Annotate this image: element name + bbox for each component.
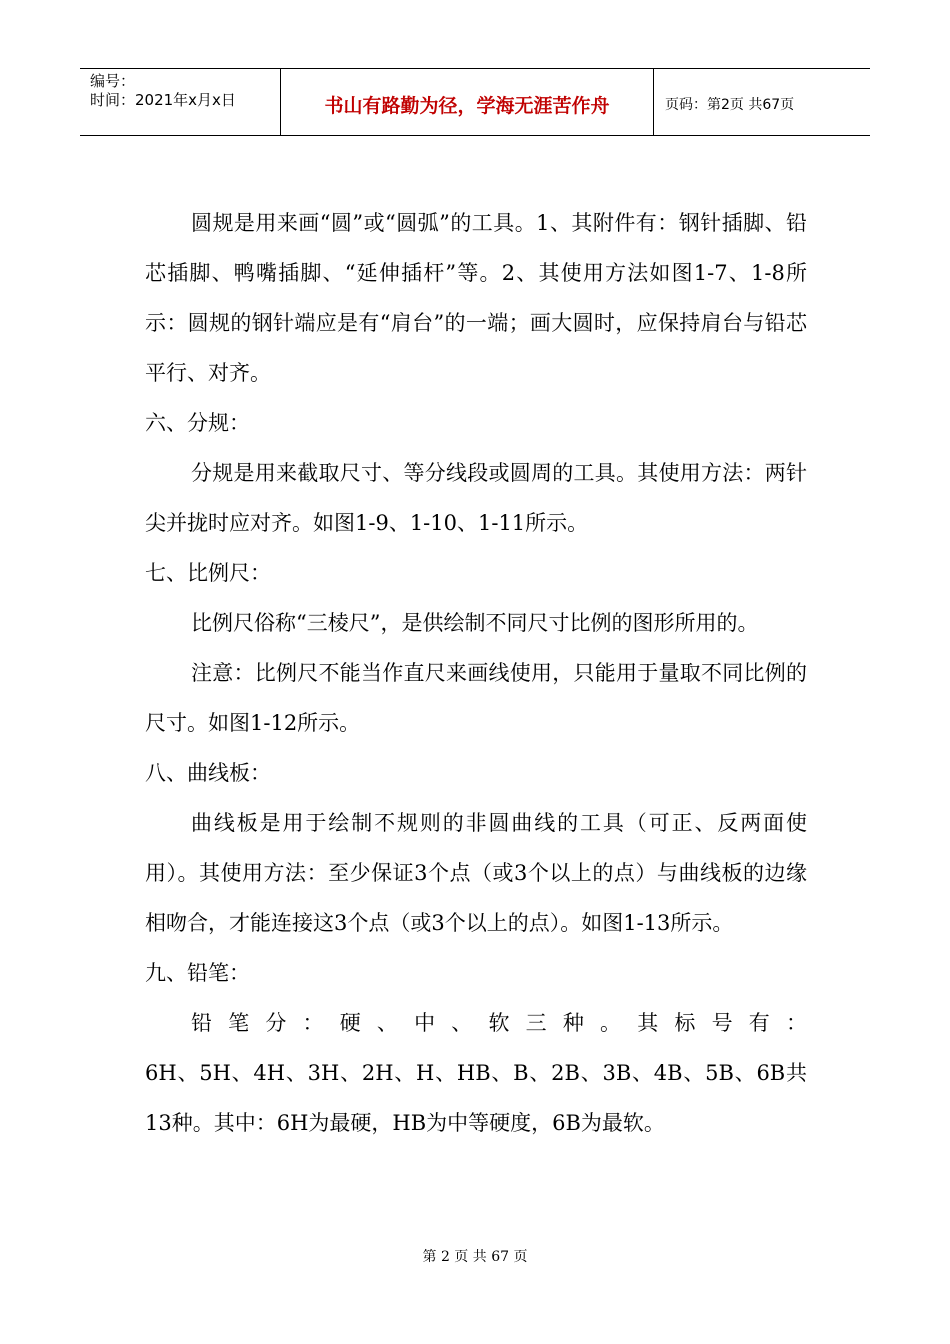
heading-scale-ruler: 七、比例尺： [145, 561, 271, 585]
header-page-info: 页码：第2页 共67页 [665, 97, 795, 113]
heading-dividers: 六、分规： [145, 411, 250, 435]
page-header [80, 68, 870, 136]
paragraph-compass: 圆规是用来画“圆”或“圆弧”的工具。1、其附件有：钢针插脚、铅芯插脚、鸭嘴插脚、“延伸插杆”等。2、其使用方法如图1-7、1-8所示：圆规的钢针端应是有“肩台”的一端；画大圆时，应保持肩台与铅芯平行、对齐。 [145, 211, 807, 385]
paragraph-pencil-intro: 铅笔分：硬、中、软三种。其标号有： [191, 1011, 807, 1035]
header-meta [80, 69, 281, 135]
heading-french-curve: 八、曲线板： [145, 761, 271, 785]
header-motto: 书山有路勤为径，学海无涯苦作舟 [281, 69, 654, 135]
paragraph-scale-ruler: 比例尺俗称“三棱尺”，是供绘制不同尺寸比例的图形所用的。 [191, 611, 759, 635]
paragraph-scale-ruler-note: 注意：比例尺不能当作直尺来画线使用，只能用于量取不同比例的尺寸。如图1-12所示。 [145, 661, 807, 735]
heading-pencil: 九、铅笔： [145, 961, 250, 985]
page-footer: 第 2 页 共 67 页 [422, 1249, 528, 1265]
paragraph-french-curve: 曲线板是用于绘制不规则的非圆曲线的工具（可正、反两面使用）。其使用方法：至少保证3个点（或3个以上的点）与曲线板的边缘相吻合，才能连接这3个点（或3个以上的点）。如图1-13所示。 [145, 811, 807, 935]
document-number: 编号： [90, 72, 136, 90]
paragraph-dividers: 分规是用来截取尺寸、等分线段或圆周的工具。其使用方法：两针尖并拢时应对齐。如图1-9、1-10、1-11所示。 [145, 461, 807, 535]
document-date: 时间：2021年x月x日 [90, 91, 236, 109]
paragraph-pencil-grades: 6H、5H、4H、3H、2H、H、HB、B、2B、3B、4B、5B、6B共13种。其中：6H为最硬，HB为中等硬度，6B为最软。 [145, 1061, 807, 1135]
document-body [145, 198, 807, 1148]
